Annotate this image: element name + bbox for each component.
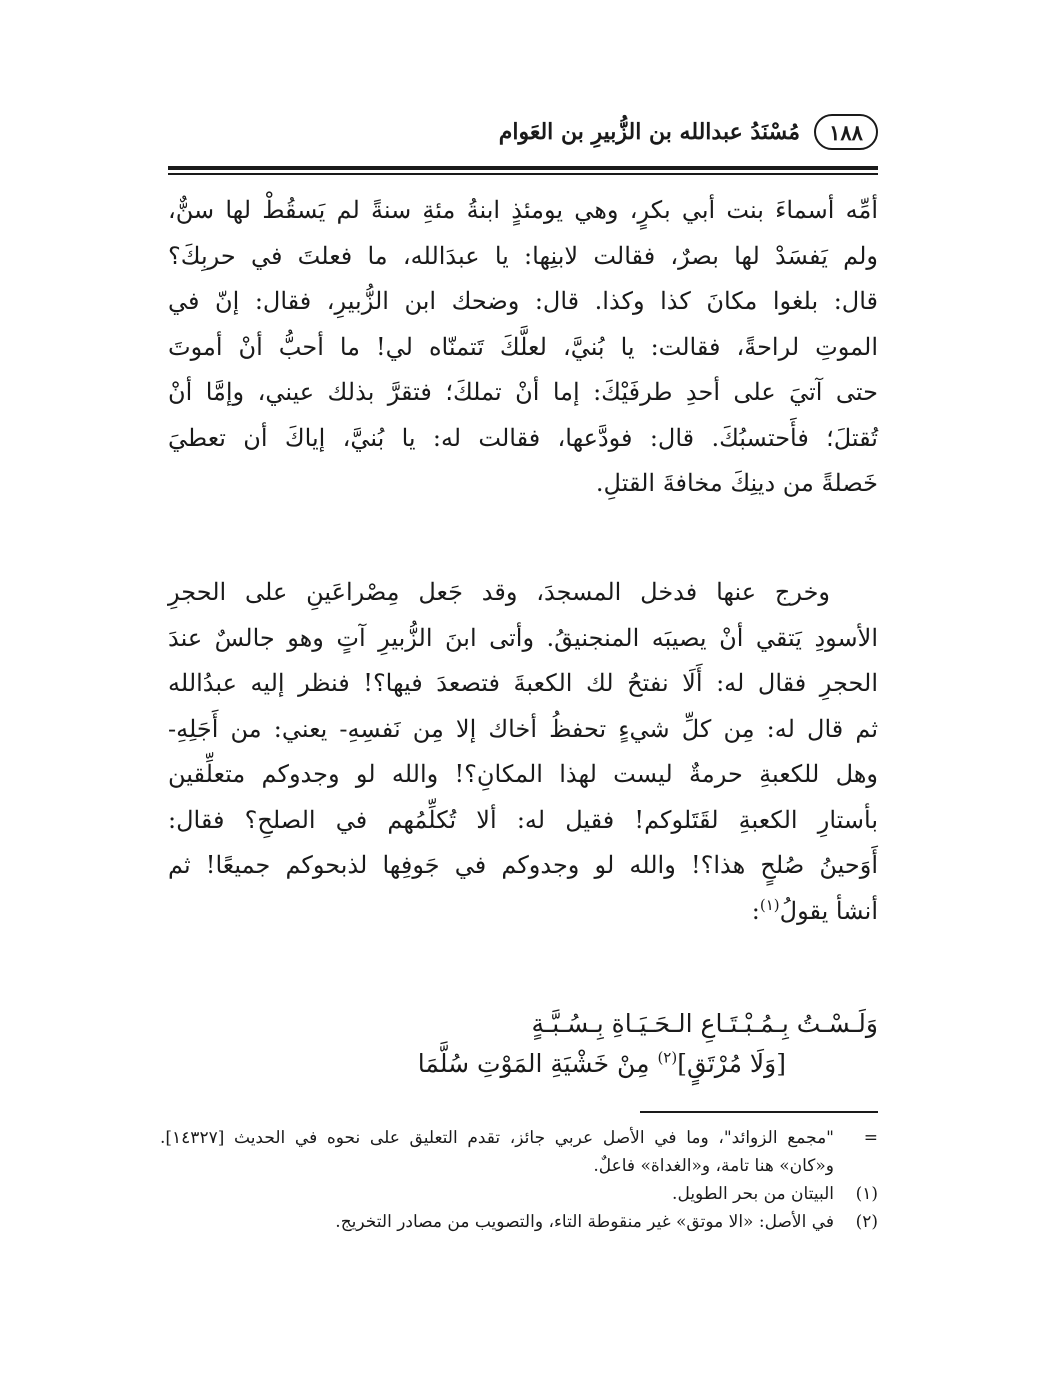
text-line: أمِّه أسماءَ بنت أبي بكرٍ، وهي يومئذٍ ابنةُ مئةِ سنةً لم يَسقُطْ لها سنٌّ، [168, 196, 878, 224]
line-text: أنشأ يقولُ [779, 896, 878, 925]
text-line: خَصلةً من دينِكَ مخافةَ القتلِ. [595, 469, 878, 497]
hemistich-text: مِنْ خَشْيَةِ المَوْتِ سُلَّمَا [417, 1049, 658, 1078]
text-line [168, 889, 878, 935]
text-line: بأستارِ الكعبةِ لقَتَلوكم! فقيل له: ألا تُكلِّمُهم في الصلحِ؟ فقال: [168, 805, 878, 834]
footnote-mark: (١) [855, 1184, 878, 1204]
text-line: وخرج عنها فدخل المسجدَ، وقد جَعل مِصْراعَينِ على الحجرِ [168, 578, 830, 606]
page-number-badge: ١٨٨ [814, 114, 878, 150]
text-line: وهل للكعبةِ حرمةٌ ليست لهذا المكانِ؟! والله لو وجدوكم متعلِّقين [168, 760, 879, 788]
text-line: أَوَحينُ صُلحٍ هذا؟! والله لو وجدوكم في جَوفِها لذبحوكم جميعًا! ثم [168, 851, 878, 879]
footnote-continuation [160, 1124, 878, 1180]
paragraph-1 [168, 188, 878, 507]
text-line: ثم قال له: مِن كلِّ شيءٍ تحفظُ أخاك إلا مِن نَفسِهِ- يعني: من أَجَلِهِ- [168, 714, 878, 743]
header-rule-thick [168, 166, 878, 170]
footnote-1 [160, 1180, 878, 1208]
text-line: حتى آتيَ على أحدِ طرفَيْكَ: إما أنْ تملكَ؛ فتقرَّ بذلك عيني، وإمَّا أنْ [168, 378, 878, 406]
hemistich-text: [وَلَا مُرْتَقٍ] [677, 1049, 786, 1078]
poem-hemistich-1: وَلَـسْـتُ بِـمُـبْـتَـاعِ الـحَـيَـاةِ بِـسُـبَّـةٍ [531, 1009, 878, 1038]
footnote-ref-2: (٢) [657, 1048, 678, 1067]
text-line: الأسودِ يَتقي أنْ يصيبَه المنجنيقُ. وأتى ابنَ الزُّبيرِ آتٍ وهو جالسٌ عندَ [168, 623, 878, 652]
footnote-2 [160, 1208, 878, 1236]
footnote-text: في الأصل: «الا موتق» غير منقوطة التاء، والتصويب من مصادر التخريج. [335, 1212, 834, 1232]
footnotes [160, 1124, 878, 1236]
paragraph-2 [168, 570, 878, 934]
footnote-text: البيتان من بحر الطويل. [672, 1184, 834, 1204]
text-line: الموتِ لراحةً، فقالت: يا بُنيَّ، لعلَّكَ تَتمنّاه لي! ما أحبُّ أنْ أموتَ [168, 332, 878, 361]
header-rule-thin [168, 173, 878, 175]
poem-hemistich-2 [168, 1044, 878, 1084]
poem-verse [168, 1004, 878, 1084]
text-line: تُقتلَ؛ فأَحتسبُكَ. قال: فودَّعها، فقالت له: يا بُنيَّ، إياكَ أن تعطيَ [168, 423, 878, 452]
running-title: مُسْنَدُ عبدالله بن الزُّبيرِ بن العَوام [498, 119, 800, 145]
text-line: قال: بلغوا مكانَ كذا وكذا. قال: وضحك ابن الزُّبيرِ، فقال: إنّ في [168, 287, 879, 315]
line-punctuation: : [751, 896, 760, 925]
footnote-mark: (٢) [855, 1212, 878, 1232]
text-line: الحجرِ فقال له: أَلَا نفتحُ لك الكعبةَ فتصعدَ فيها؟! فنظر إليه عبدُالله [168, 669, 878, 697]
footnote-ref-1: (١) [759, 895, 780, 914]
page-header [168, 102, 878, 162]
text-line: ولم يَفسَدْ لها بصرٌ، فقالت لابنِها: يا عبدَالله، ما فعلتَ في حربِكَ؟ [168, 241, 878, 270]
footnote-mark: = [863, 1128, 878, 1148]
footnote-separator [640, 1111, 878, 1113]
footnote-text: "مجمع الزوائد"، وما في الأصل عربي جائز، تقدم التعليق على نحوه في الحديث [١٤٣٢٧]. و«كان» هنا تامة، و«الغداة» فاعلٌ. [160, 1128, 834, 1176]
